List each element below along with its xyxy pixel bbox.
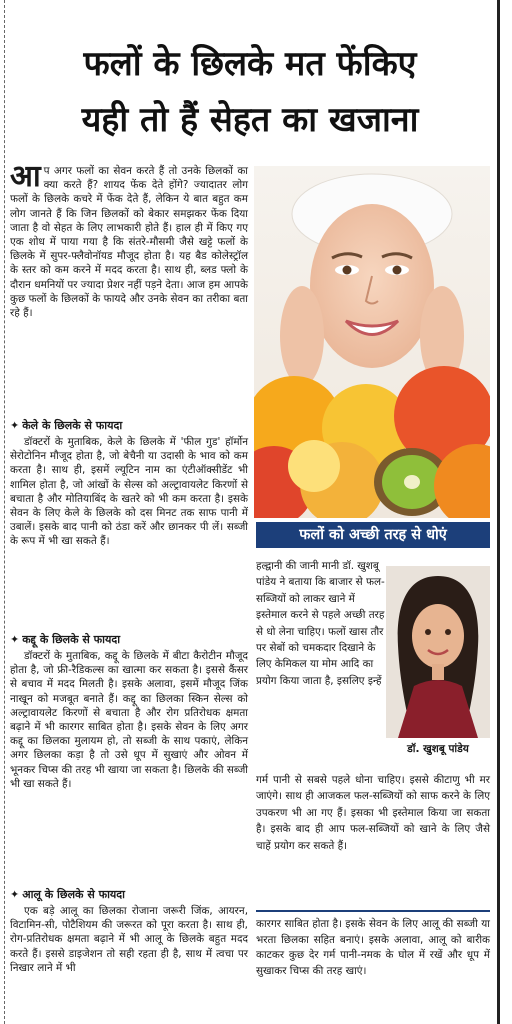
section-heading-text: कद्दू के छिलके से फायदा [22, 633, 121, 646]
cut-line [4, 0, 5, 1024]
star-icon: ✦ [10, 419, 20, 432]
portrait-caption: डॉ. खुशबू पांडेय [407, 743, 469, 755]
box-text-bottom: गर्म पानी से सबसे पहले धोना चाहिए। इससे कीटाणु भी मर जाएंगे। साथ ही आजकल फल-सब्जियों को साफ करने के लिए उपकरण भी आ गए हैं। इसका भी इस्तेमाल किया जा सकता है। इसके बाद ही आप फल-सब्जियों को खाने के लिए जैसे चाहें प्रयोग कर सकते हैं। [256, 774, 490, 852]
star-icon: ✦ [10, 888, 20, 901]
section-text: डॉक्टरों के मुताबिक, कद्दू के छिलके में बीटा कैरोटीन मौजूद होता है, जो फ्री-रैडिकल्स का खात्मा कर सकता है। इससे कैंसर से बचाव में मदद मिलती है। इसके अलावा, इसमें मौजूद जिंक नाखून को मजबूत बनाते हैं। कद्दू का छिलका स्किन सेल्स को अल्ट्रावायलेट किरणों से बचाता है और रोग प्रतिरोधक क्षमता बढ़ाने में भी कारगर साबित होता है। इसके सेवन के लिए अगर कद्दू का छिलका मुलायम हो, तो सब्जी के साथ पकाएं, लेकिन अगर छिलका कड़ा है तो उसे धूप में सुखाएं और ओवन में भूनकर चिप्स की तरह भी खाया जा सकता है। छिलके की सब्जी भी खा सकते हैं। [10, 650, 248, 790]
doctor-portrait [386, 566, 490, 738]
drop-cap: आ [10, 159, 41, 194]
section-body-potato [10, 904, 248, 975]
star-icon: ✦ [10, 633, 20, 646]
section-body-banana [10, 435, 248, 549]
intro-text: प अगर फलों का सेवन करते हैं तो उनके छिलकों का क्या करते हैं? शायद फेंक देते होंगे? ज्यादातर लोग फलों के छिलके कचरे में फेंक देते हैं, लेकिन ये बात बहुत कम लोग जानते हैं कि जिन छिलकों को बेकार समझकर फेंक दिया जाता है वो सेहत के लिए लाभकारी होते हैं। हाल ही में किए गए एक शोध में पाया गया है कि संतरे-मौसमी जैसे खट्टे फलों के छिलके में सुपर-फ्लैवोनॉयड मौजूद होता है। यह बैड कोलेस्ट्रॉल के स्तर को कम करने में मदद करता है। साथ ही, ब्लड फ्लो के दौरान धमनियों पर ज्यादा प्रेशर नहीं पड़ने देता। आज हम आपके कुछ फलों के छिलकों के फायदे और उनके सेवन का तरीका बता रहे हैं। [10, 165, 248, 320]
fruit-face-illustration [254, 166, 490, 518]
column-rule [497, 0, 500, 1024]
section-heading-pumpkin [10, 633, 248, 647]
section-body-pumpkin [10, 649, 248, 791]
continuation-text: कारगर साबित होता है। इसके सेवन के लिए आलू की सब्जी या भरता छिलका सहित बनाएं। इसके अलावा, आलू को बारीक काटकर कुछ देर गर्म पानी-नमक के घोल में रखें और धूप में सुखाकर चिप्स की तरह खाएं। [256, 918, 490, 977]
section-heading-text: आलू के छिलके से फायदा [22, 888, 125, 901]
box-text-top: हल्द्वानी की जानी मानी डॉ. खुशबू पांडेय ने बताया कि बाजार से फल-सब्जियों को लाकर खाने में इस्तेमाल करने से पहले अच्छी तरह से धो लेना चाहिए। फलों खास तौर पर सेबों को चमकदार दिखाने के लिए केमिकल या मोम आदि का प्रयोग किया जाता है, इसलिए इन्हें [256, 560, 385, 687]
headline-line-2: यही तो हैं सेहत का खजाना [81, 100, 419, 140]
fruit-face-photo [254, 166, 490, 518]
section-heading-text: केले के छिलके से फायदा [22, 419, 123, 432]
section-divider [256, 910, 490, 912]
headline [10, 36, 490, 148]
portrait-illustration [386, 566, 490, 738]
intro-paragraph [10, 159, 248, 320]
box-title: फलों को अच्छी तरह से धोएं [256, 522, 490, 548]
section-heading-potato [10, 888, 248, 902]
section-text: डॉक्टरों के मुताबिक, केले के छिलके में 'फील गुड' हॉर्मोन सेरोटोनिन मौजूद होता है, जो बेचैनी या उदासी के भाव को कम करता है। साथ ही, इसमें ल्यूटिन नाम का एंटीऑक्सीडेंट भी शामिल होता है, जो आंखों के सेल्स को अल्ट्रावायलेट किरणों से बचाता है और मोतियाबिंद के खतरे को भी कम करता है। इसके सेवन के लिए केले के छिलके को दस मिनट तक साफ पानी में उबालें। इसके बाद पानी को ठंडा करें और छानकर पी लें। सब्जी के रूप में भी खा सकते हैं। [10, 436, 248, 548]
section-text: एक बड़े आलू का छिलका रोजाना जरूरी जिंक, आयरन, विटामिन-सी, पोटैशियम की जरूरत को पूरा करता है। साथ ही, रोग-प्रतिरोधक क्षमता बढ़ाने में भी आलू के छिलके बहुत मदद करते हैं। इससे डाइजेशन तो सही रहता ही है, साथ में त्वचा पर निखार लाने में भी [10, 905, 248, 974]
headline-line-1: फलों के छिलके मत फेंकिए [83, 44, 417, 84]
section-heading-banana [10, 419, 248, 433]
